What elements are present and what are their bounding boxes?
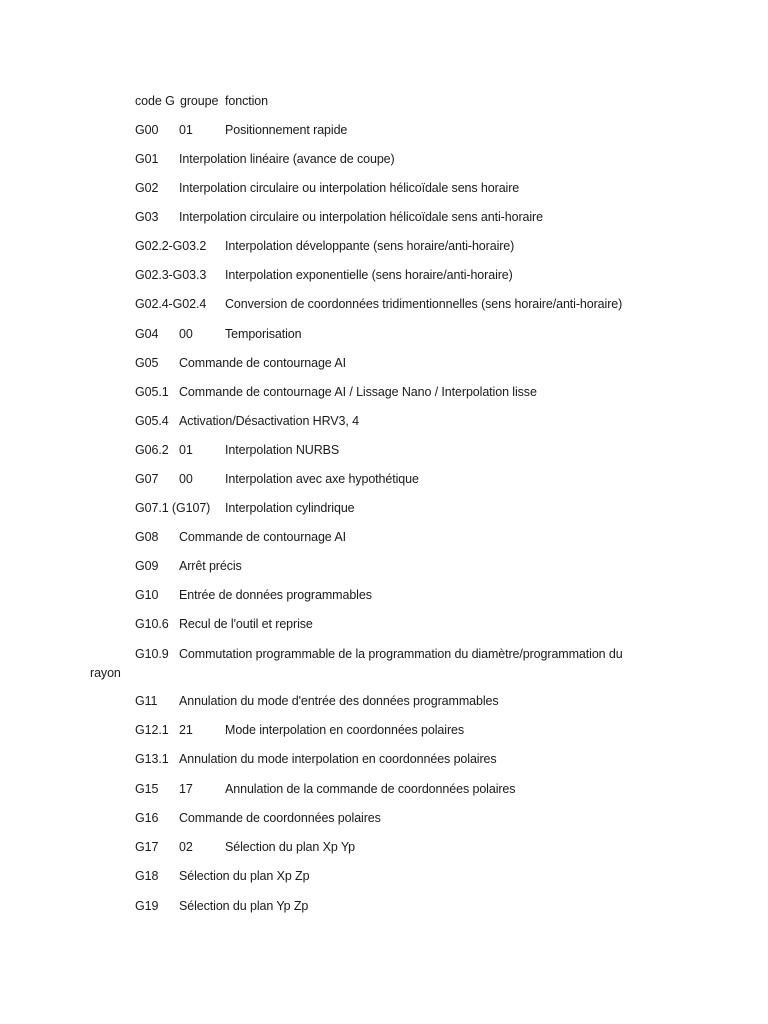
- function-cell: Commutation programmable de la programmation du diamètre/programmation du: [179, 647, 623, 661]
- gcode-cell: G00: [135, 123, 159, 137]
- gcode-cell: G12.1: [135, 723, 169, 737]
- function-cell-wrap: rayon: [90, 666, 121, 680]
- function-cell: Conversion de coordonnées tridimentionnelles (sens horaire/anti-horaire): [225, 297, 623, 311]
- gcode-cell: G06.2: [135, 443, 169, 457]
- gcode-cell: G07: [135, 472, 159, 486]
- function-cell: Sélection du plan Xp Yp: [225, 840, 355, 854]
- function-cell: Annulation du mode interpolation en coordonnées polaires: [179, 752, 497, 766]
- function-cell: Commande de contournage AI / Lissage Nano / Interpolation lisse: [179, 385, 537, 399]
- group-cell: 21: [179, 723, 193, 737]
- gcode-cell: G19: [135, 899, 159, 913]
- gcode-cell: G04: [135, 327, 159, 341]
- function-cell: Annulation du mode d'entrée des données programmables: [179, 694, 499, 708]
- gcode-cell: G03: [135, 210, 159, 224]
- function-cell: Interpolation NURBS: [225, 443, 340, 457]
- group-cell: 17: [179, 782, 193, 796]
- gcode-cell: G13.1: [135, 752, 169, 766]
- function-cell: Annulation de la commande de coordonnées polaires: [225, 782, 516, 796]
- function-cell: Interpolation circulaire ou interpolation hélicoïdale sens horaire: [179, 181, 520, 195]
- gcode-cell: G10.6: [135, 617, 169, 631]
- header-function: fonction: [225, 94, 268, 108]
- gcode-cell: G18: [135, 869, 159, 883]
- function-cell: Interpolation circulaire ou interpolation hélicoïdale sens anti-horaire: [179, 210, 543, 224]
- gcode-cell: G10.9: [135, 647, 169, 661]
- gcode-cell: G11: [135, 694, 158, 708]
- function-cell: Commande de contournage AI: [179, 530, 346, 544]
- gcode-cell: G07.1 (G107): [135, 501, 211, 515]
- gcode-cell: G05.1: [135, 385, 169, 399]
- function-cell: Recul de l'outil et reprise: [179, 617, 313, 631]
- gcode-cell: G10: [135, 588, 159, 602]
- group-cell: 00: [179, 327, 193, 341]
- function-cell: Commande de coordonnées polaires: [179, 811, 381, 825]
- function-cell: Commande de contournage AI: [179, 356, 346, 370]
- gcode-cell: G17: [135, 840, 159, 854]
- function-cell: Interpolation exponentielle (sens horaire/anti-horaire): [225, 268, 513, 282]
- gcode-cell: G02.4-G02.4: [135, 297, 207, 311]
- gcode-cell: G05.4: [135, 414, 169, 428]
- header-group: groupe: [180, 94, 219, 108]
- function-cell: Interpolation linéaire (avance de coupe): [179, 152, 395, 166]
- group-cell: 02: [179, 840, 193, 854]
- gcode-cell: G01: [135, 152, 159, 166]
- group-cell: 01: [179, 443, 193, 457]
- header-code: code G: [135, 94, 175, 108]
- group-cell: 00: [179, 472, 193, 486]
- function-cell: Positionnement rapide: [225, 123, 348, 137]
- gcode-cell: G02.2-G03.2: [135, 239, 207, 253]
- function-cell: Sélection du plan Xp Zp: [179, 869, 310, 883]
- function-cell: Activation/Désactivation HRV3, 4: [179, 414, 359, 428]
- gcode-cell: G08: [135, 530, 159, 544]
- function-cell: Arrêt précis: [179, 559, 242, 573]
- gcode-cell: G09: [135, 559, 159, 573]
- function-cell: Entrée de données programmables: [179, 588, 372, 602]
- gcode-cell: G02: [135, 181, 159, 195]
- function-cell: Interpolation cylindrique: [225, 501, 355, 515]
- function-cell: Interpolation avec axe hypothétique: [225, 472, 419, 486]
- group-cell: 01: [179, 123, 193, 137]
- gcode-cell: G05: [135, 356, 159, 370]
- gcode-cell: G16: [135, 811, 159, 825]
- gcode-cell: G15: [135, 782, 159, 796]
- function-cell: Temporisation: [225, 327, 302, 341]
- function-cell: Interpolation développante (sens horaire/anti-horaire): [225, 239, 515, 253]
- gcode-cell: G02.3-G03.3: [135, 268, 207, 282]
- function-cell: Mode interpolation en coordonnées polaires: [225, 723, 465, 737]
- function-cell: Sélection du plan Yp Zp: [179, 899, 309, 913]
